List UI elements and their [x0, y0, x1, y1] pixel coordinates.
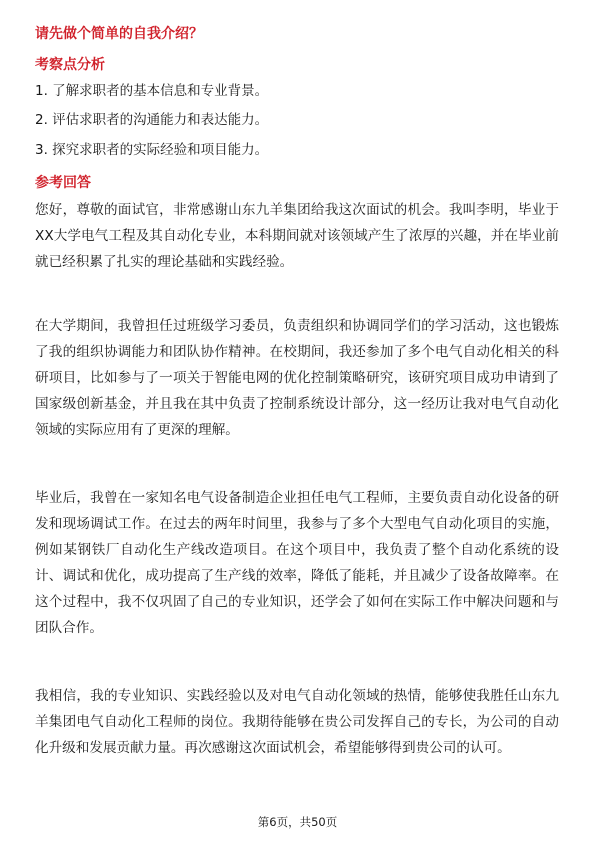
answer-paragraph-2: 在大学期间，我曾担任过班级学习委员，负责组织和协调同学们的学习活动，这也锻炼了我的组织协调能力和团队协作精神。在校期间，我还参加了多个电气自动化相关的科研项目，比如参与了一项关于智能电网的优化控制策略研究，该研究项目成功申请到了国家级创新基金，并且我在其中负责了控制系统设计部分，这一经历让我对电气自动化领域的实际应用有了更深的理解。 [35, 318, 559, 438]
analysis-point-3: 3. 探究求职者的实际经验和项目能力。 [35, 142, 269, 158]
answer-paragraph-4: 我相信，我的专业知识、实践经验以及对电气自动化领域的热情，能够使我胜任山东九羊集团电气自动化工程师的岗位。我期待能够在贵公司发挥自己的专长，为公司的自动化升级和发展贡献力量。再次感谢这次面试机会，希望能够得到贵公司的认可。 [35, 688, 559, 756]
answer-paragraph-3: 毕业后，我曾在一家知名电气设备制造企业担任电气工程师，主要负责自动化设备的研发和现场调试工作。在过去的两年时间里，我参与了多个大型电气自动化项目的实施，例如某钢铁厂自动化生产线改造项目。在这个项目中，我负责了整个自动化系统的设计、调试和优化，成功提高了生产线的效率，降低了能耗，并且减少了设备故障率。在这个过程中，我不仅巩固了自己的专业知识，还学会了如何在实际工作中解决问题和与团队合作。 [35, 490, 559, 636]
page-number-footer: 第6页，共50页 [257, 815, 338, 829]
answer-paragraph-1: 您好，尊敬的面试官，非常感谢山东九羊集团给我这次面试的机会。我叫李明，毕业于XX大学电气工程及其自动化专业，本科期间就对该领域产生了浓厚的兴趣，并在毕业前就已经积累了扎实的理论基础和实践经验。 [35, 202, 559, 270]
question-title: 请先做个简单的自我介绍？ [35, 26, 203, 42]
analysis-heading: 考察点分析 [35, 57, 105, 73]
analysis-point-2: 2. 评估求职者的沟通能力和表达能力。 [35, 112, 269, 128]
answer-heading: 参考回答 [35, 175, 91, 191]
analysis-point-1: 1. 了解求职者的基本信息和专业背景。 [35, 83, 269, 99]
